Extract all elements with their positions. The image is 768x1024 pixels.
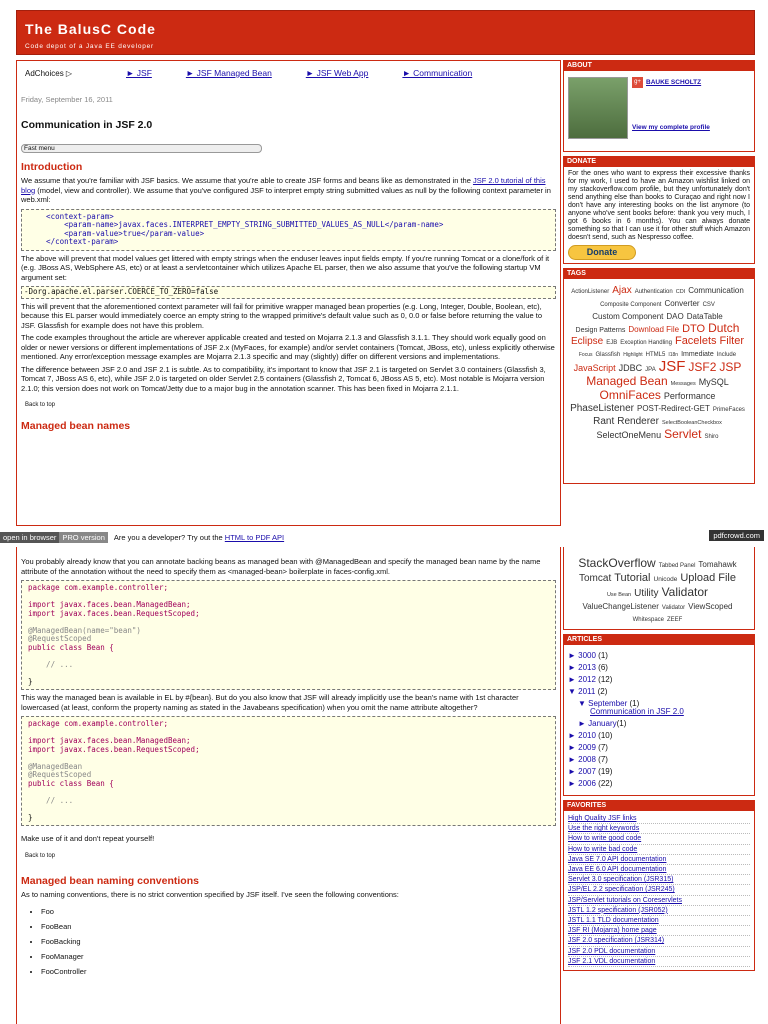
favorite-link[interactable]: JSTL 1.2 specification (JSR052) xyxy=(568,906,750,916)
tag-link[interactable]: Tutorial xyxy=(614,572,651,584)
tag-link[interactable]: Download File xyxy=(628,325,680,334)
tags-widget xyxy=(563,268,755,484)
tags-heading: TAGS xyxy=(564,269,754,279)
tag-link[interactable]: Upload File xyxy=(680,572,736,584)
ad-link-bar xyxy=(21,61,556,85)
introduction-heading: Introduction xyxy=(21,161,83,173)
tag-link[interactable]: MySQL xyxy=(698,377,729,387)
archive-year[interactable]: ► 2006 (22) xyxy=(568,779,613,788)
complete-profile-link[interactable]: View my complete profile xyxy=(632,124,710,131)
favorite-link[interactable]: High Quality JSF links xyxy=(568,814,750,824)
adchoices-label[interactable]: AdChoices ▷ xyxy=(25,68,73,78)
el-parser-paragraph: The above will prevent that model values get littered with empty strings when the enduser leaves input fields empty. If you're running Tomcat or a clone/fork of it (e.g. JBoss AS, WebSphere AS, etc) or at least a servletcontainer which utilizes Apache EL parser, then we also assume that you've the following startup VM argument set: xyxy=(21,253,550,282)
articles-heading: ARTICLES xyxy=(564,635,754,645)
open-in-browser-button[interactable]: open in browser xyxy=(0,532,59,543)
favorites-list xyxy=(564,811,754,970)
tag-link[interactable]: PhaseListener xyxy=(570,403,634,414)
tag-link[interactable]: ZEEF xyxy=(667,617,683,623)
list-item: • Foo xyxy=(41,907,556,916)
list-item: • FooBean xyxy=(41,922,556,931)
code-context-param: <context-param> <param-name>javax.faces.INTERPRET_EMPTY_STRING_SUBMITTED_VALUES_AS_NULL</param-name> <param-value>true</param-value> </context-param> xyxy=(21,209,556,251)
tag-link[interactable]: JPA xyxy=(645,367,656,373)
blog-header xyxy=(16,10,755,55)
archive-list xyxy=(564,645,754,795)
archive-month[interactable]: ▼ September (1) Communication in JSF 2.0 xyxy=(578,699,684,716)
sidebar xyxy=(563,60,755,488)
back-to-top-link-2[interactable]: Back to top xyxy=(25,852,56,859)
tag-link[interactable]: DAO xyxy=(666,312,684,321)
code-vm-argument: -Dorg.apache.el.parser.COERCE_TO_ZERO=false xyxy=(21,286,556,299)
tag-link[interactable]: Exception Handling xyxy=(620,340,672,346)
tag-link[interactable]: Renderer xyxy=(617,416,659,427)
tag-link[interactable]: HTML5 xyxy=(645,352,666,358)
tag-link[interactable]: Validator xyxy=(661,585,709,599)
html-to-pdf-link[interactable]: HTML to PDF API xyxy=(224,532,285,542)
tag-link[interactable]: Tabbed Panel xyxy=(658,563,696,569)
favorite-link[interactable]: Java EE 6.0 API documentation xyxy=(568,865,750,875)
tag-link[interactable]: Ajax xyxy=(612,285,632,296)
tag-link[interactable]: Eclipse xyxy=(571,336,604,347)
favorite-link[interactable]: JSP/Servlet tutorials on Coreservlets xyxy=(568,896,750,906)
favorite-link[interactable]: JSF RI (Mojarra) home page xyxy=(568,926,750,936)
tag-cloud xyxy=(564,279,754,446)
favorite-link[interactable]: JSF 2.0 specification (JSR314) xyxy=(568,936,750,946)
archive-year[interactable]: ► 2012 (12) xyxy=(568,675,613,684)
tag-link[interactable]: Whitespace xyxy=(632,617,664,623)
favorite-link[interactable]: Servlet 3.0 specification (JSR315) xyxy=(568,875,750,885)
tag-link[interactable]: OmniFaces xyxy=(599,388,661,402)
intro-paragraph: We assume that you're familiar with JSF basics. We assume that you're able to create JSF forms and beans like as demonstrated in the JSF 2.0 tutorial of this blog (model, view and controller). We assume that you've configured JSF to interpret empty string submitted values as null by the following context parameter in web.xml: xyxy=(21,176,551,204)
tag-link[interactable]: Converter xyxy=(664,299,700,308)
naming-paragraph: As to naming conventions, there is no strict convention specified by JSF itself. I've seen the following conventions: xyxy=(21,889,399,899)
tag-link[interactable]: DTO xyxy=(682,323,706,335)
nav-link-communication[interactable]: ► Communication xyxy=(402,68,473,78)
tag-link[interactable]: EJB xyxy=(606,340,618,346)
favorite-link[interactable]: Use the right keywords xyxy=(568,824,750,834)
tag-link[interactable]: Tomcat xyxy=(578,573,612,584)
archive-year[interactable]: ► 2009 (7) xyxy=(568,743,608,752)
favorite-link[interactable]: JSF 2.0 PDL documentation xyxy=(568,947,750,957)
tag-link[interactable]: DataTable xyxy=(686,312,723,321)
archive-post-link[interactable]: Communication in JSF 2.0 xyxy=(590,707,684,716)
tag-link[interactable]: SelectOneMenu xyxy=(596,430,662,440)
nav-link-jsf[interactable]: ► JSF xyxy=(126,68,152,78)
archive-year[interactable]: ► 2010 (10) xyxy=(568,731,613,740)
wrapper-paragraph: This will prevent that the aforementioned context parameter will fail for primitive wrapper managed bean properties (e.g. Long, Integer, Double, Boolean, etc), because this EL parser would immediately coerce an empty string to the wrapped primitive's default value such as 0, 0.0 or false before returning the value to JSF. Glassfish for example does not have this problem. xyxy=(21,301,543,330)
donate-text: For the ones who want to express their excessive thanks for my work, I used to have an Amazon wishlist linked on my stackoverflow.com profile, but they unfortunately don't send anything else than books to Curaçao and right now I don't have any interesting books on the list anymore (to anyone who've sent books before: thank you very much, I got 6 books in 6 months). You can always donate something so that I can use it for other stuff which Amazon doesn't send, such as Nespresso coffee. xyxy=(568,170,750,241)
versions-paragraph: The code examples throughout the article are wherever applicable created and tested on Mojarra 2.1.3 and Glassfish 3.1.1. They should work equally good on older or newer versions or different implementations of JSF 2.x (MyFaces, for example) and/or servlet containers (Tomcat, JBoss, etc), unless explicitly otherwise mentioned. Any error/exception message examples are Mojarra 2.1.3 specific and may (slightly) differ on different versions and implementations. xyxy=(21,333,555,361)
jsf-difference-paragraph: The difference between JSF 2.0 and JSF 2.1 is subtle. As to compatibility, it's important to know that JSF 2.1 is targeted on Servlet 3.0 containers (Glassfish 3, Tomcat 7, JBoss AS 6, etc), while JSF 2.0 is targeted on older Servlet 2.5 containers (Glassfish 2, Tomcat 6, JBoss AS 5, etc). Most notable is Mojarra version 2.1.0; this version does not work on Tomcat/Jetty due to a major bug in the annotation scanner. This has been fixed in Mojarra 2.1.1. xyxy=(21,364,546,393)
dry-paragraph: Make use of it and don't repeat yourself! xyxy=(21,834,155,843)
tag-link[interactable]: CSV xyxy=(702,302,715,308)
tag-link[interactable]: Composite Component xyxy=(600,302,662,308)
blog-description: Code depot of a Java EE developer xyxy=(25,43,155,50)
pro-version-button[interactable]: PRO version xyxy=(59,532,108,543)
favorite-link[interactable]: Java SE 7.0 API documentation xyxy=(568,855,750,865)
tag-link[interactable]: JSP xyxy=(719,360,742,374)
tag-link[interactable]: Focus xyxy=(578,352,593,358)
list-item: • FooBacking xyxy=(41,937,556,946)
avatar[interactable] xyxy=(568,77,628,139)
tag-link[interactable]: Design Patterns xyxy=(575,327,626,334)
google-plus-icon[interactable]: g+ xyxy=(632,77,643,88)
tag-link[interactable]: ActionListener xyxy=(571,289,610,295)
tag-link[interactable]: Performance xyxy=(663,391,716,401)
naming-conventions-heading: Managed bean naming conventions xyxy=(21,874,199,887)
tag-link[interactable]: PrimeFaces xyxy=(712,407,745,413)
tag-link[interactable]: Rant xyxy=(593,416,615,427)
tag-link[interactable]: ViewScoped xyxy=(688,602,733,611)
archive-year[interactable]: ▼ 2011 (2) xyxy=(568,687,608,696)
about-widget xyxy=(563,60,755,152)
main-column xyxy=(16,60,561,526)
tag-link[interactable]: JavaScript xyxy=(573,363,616,373)
tag-link[interactable]: Shiro xyxy=(704,434,719,440)
favorite-link[interactable]: JSF 2.1 VDL documentation xyxy=(568,957,750,967)
tag-link[interactable]: Validator xyxy=(661,605,686,611)
articles-widget xyxy=(563,634,755,796)
favorites-heading: FAVORITES xyxy=(564,801,754,811)
tag-link[interactable]: Communication xyxy=(688,286,744,295)
donate-heading: DONATE xyxy=(564,157,754,167)
tag-link[interactable]: Servlet xyxy=(664,427,702,441)
list-item: • FooController xyxy=(41,967,556,976)
tag-link[interactable]: CDI xyxy=(675,289,686,295)
sidebar-continued xyxy=(563,547,755,975)
donate-button[interactable]: Donate xyxy=(568,245,636,260)
favorite-link[interactable]: How to write bad code xyxy=(568,845,750,855)
post-title: Communication in JSF 2.0 xyxy=(21,119,153,131)
implicit-name-paragraph: This way the managed bean is available in EL by #{bean}. But do you also know that JSF will already implicitly use the bean's name with 1st character lowercased (at least, conform the property naming as stated in the Javabeans specification) when you omit the name attribute altogether? xyxy=(21,693,519,712)
tag-link[interactable]: SelectBooleanCheckbox xyxy=(661,420,722,426)
tag-link[interactable]: Dutch xyxy=(708,321,740,335)
tag-link[interactable]: POST-Redirect-GET xyxy=(637,404,710,413)
archive-month[interactable]: ► January(1) xyxy=(578,719,627,728)
donate-widget xyxy=(563,156,755,264)
pdfcrowd-brand[interactable]: pdfcrowd.com xyxy=(709,530,764,541)
tag-link[interactable]: StackOverflow xyxy=(578,556,656,570)
favorite-link[interactable]: How to write good code xyxy=(568,834,750,844)
conventions-list xyxy=(21,907,556,976)
tag-link[interactable]: Messages xyxy=(670,381,696,387)
main-column-continued xyxy=(16,547,561,1024)
archive-year[interactable]: ► 2008 (7) xyxy=(568,755,608,764)
tag-link[interactable]: Managed Bean xyxy=(586,374,668,388)
nav-link-managed-bean[interactable]: ► JSF Managed Bean xyxy=(185,68,272,78)
tag-link[interactable]: Immediate xyxy=(681,351,714,358)
fast-menu-select[interactable]: Fast menu xyxy=(21,144,262,153)
back-to-top-link[interactable]: Back to top xyxy=(25,402,56,408)
tag-cloud-continued xyxy=(564,547,754,629)
archive-year[interactable]: ► 3000 (1) xyxy=(568,651,608,660)
tag-link[interactable]: Custom Component xyxy=(592,312,664,321)
pdfcrowd-bar xyxy=(0,530,768,544)
tag-link[interactable]: JSF2 xyxy=(688,360,717,374)
about-heading: ABOUT xyxy=(564,61,754,71)
tag-link[interactable]: I18n xyxy=(668,352,679,358)
tag-link[interactable]: Highlight xyxy=(623,352,643,358)
favorite-link[interactable]: JSP/EL 2.2 specification (JSR245) xyxy=(568,885,750,895)
managed-bean-paragraph: You probably already know that you can annotate backing beans as managed bean with @ManagedBean and specify the managed bean name by the name attribute of the annotation without the need to specify them as <managed-bean> boilerplate in faces-config.xml. xyxy=(21,557,541,576)
pdf-promo-text: Are you a developer? Try out the HTML to PDF API xyxy=(113,532,285,542)
archive-year[interactable]: ► 2007 (19) xyxy=(568,767,613,776)
tag-link[interactable]: Tomahawk xyxy=(698,560,737,569)
tag-link[interactable]: Authentication xyxy=(634,289,673,295)
tag-link[interactable]: Facelets xyxy=(674,335,717,347)
list-item: • FooManager xyxy=(41,952,556,961)
tag-link[interactable]: JSF xyxy=(658,358,686,375)
author-name-link[interactable]: BAUKE SCHOLTZ xyxy=(646,79,702,86)
favorite-link[interactable]: JSTL 1.1 TLD documentation xyxy=(568,916,750,926)
favorites-widget xyxy=(563,800,755,971)
managed-bean-names-heading: Managed bean names xyxy=(21,420,131,432)
tag-link[interactable]: Use Bean xyxy=(606,592,632,598)
post-date: Friday, September 16, 2011 xyxy=(21,95,113,104)
tag-link[interactable]: Filter xyxy=(719,335,744,347)
tags-widget-continued xyxy=(563,547,755,630)
tag-link[interactable]: Utility xyxy=(634,588,659,599)
code-bean-named: package com.example.controller; import javax.faces.bean.ManagedBean; import javax.faces.bean.RequestScoped; @ManagedBean(name="bean") @RequestScoped public class Bean { // ... } xyxy=(21,580,556,690)
tag-link[interactable]: Include xyxy=(716,352,737,358)
blog-title[interactable]: The BalusC Code xyxy=(25,21,156,37)
archive-year[interactable]: ► 2013 (6) xyxy=(568,663,608,672)
tag-link[interactable]: Glassfish xyxy=(595,352,621,358)
tag-link[interactable]: Unicode xyxy=(653,576,678,583)
nav-link-web-app[interactable]: ► JSF Web App xyxy=(305,68,369,78)
tag-link[interactable]: ValueChangeListener xyxy=(582,602,659,611)
code-bean-implicit: package com.example.controller; import javax.faces.bean.ManagedBean; import javax.faces.bean.RequestScoped; @ManagedBean @RequestScoped public class Bean { // ... } xyxy=(21,716,556,826)
tag-link[interactable]: JDBC xyxy=(618,363,643,373)
tutorial-link[interactable]: JSF 2.0 tutorial of this blog xyxy=(21,176,546,195)
